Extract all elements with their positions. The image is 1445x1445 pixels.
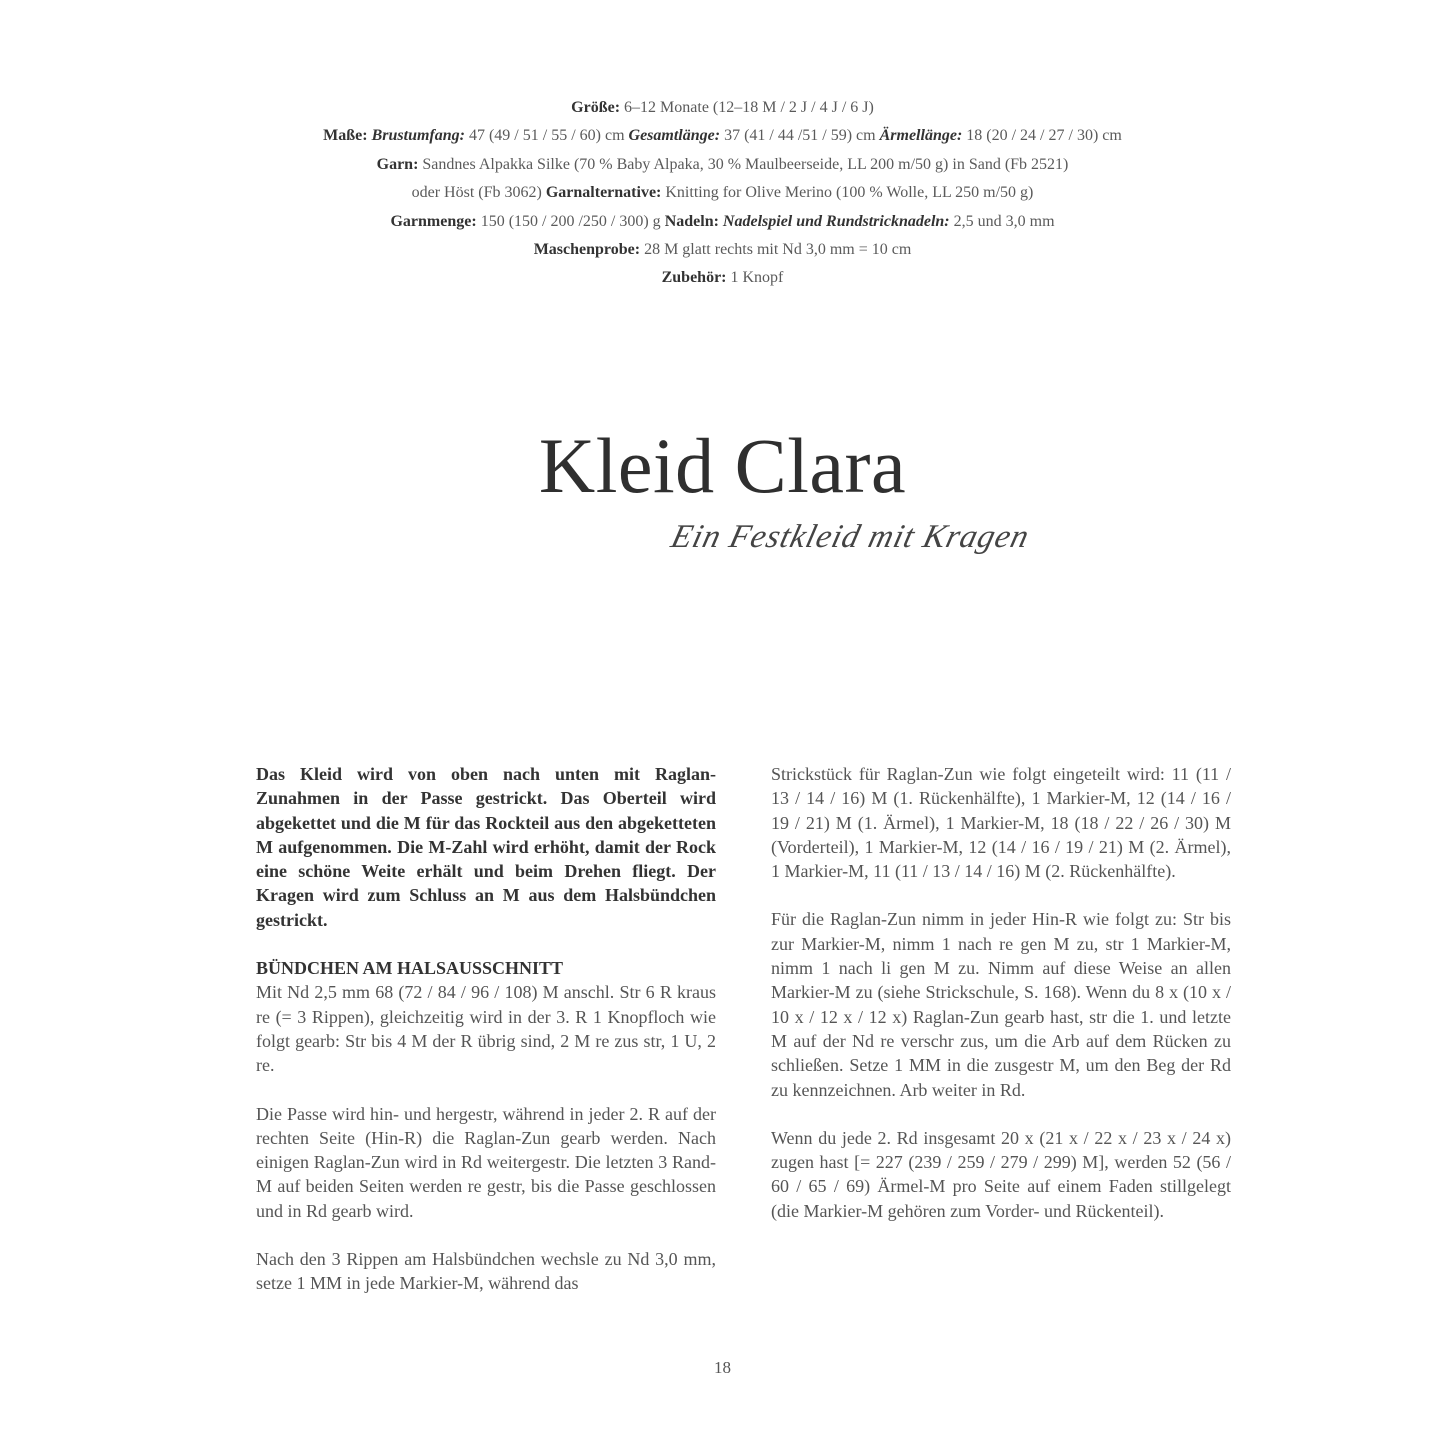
spec-length-label: Gesamtlänge: bbox=[628, 127, 721, 145]
spec-yarn-label: Garn: bbox=[376, 155, 419, 173]
spec-gauge-label: Maschenprobe: bbox=[533, 241, 641, 259]
paragraph: Strickstück für Raglan-Zun wie folgt eingeteilt wird: 11 (11 / 13 / 14 / 16) M (1. Rückenhälfte), 1 Markier-M, 12 (14 / 16 / 19 / 21) M (1. Ärmel), 1 Markier-M, 18 (18 / 22 / 26 / 30) M (Vorderteil), 1 Markier-M, 12 (14 / 16 / 19 / 21) M (2. Ärmel), 1 Markier-M, 11 (11 / 13 / 14 / 16) M (2. Rückenhälfte). bbox=[771, 764, 1231, 882]
paragraph: Wenn du jede 2. Rd insgesamt 20 x (21 x / 22 x / 23 x / 24 x) zugen hast [= 227 (239 / 259 / 279 / 299) M], werden 52 (56 / 60 / 65 / 69) Ärmel-M pro Seite auf einem Faden stillgelegt (die Markier-M gehören zum Vorder- und Rückenteil). bbox=[771, 1127, 1231, 1221]
pattern-specs bbox=[0, 94, 1445, 293]
spec-accessories bbox=[0, 264, 1445, 292]
spec-size-label: Größe: bbox=[571, 99, 621, 116]
spec-needles-type: Nadelspiel und Rundstricknadeln: bbox=[718, 212, 950, 230]
spec-yarn-value: Sandnes Alpakka Silke (70 % Baby Alpaka, 30 % Maulbeerseide, LL 200 m/50 g) in Sand (Fb 2521) bbox=[418, 155, 1069, 173]
spec-yarn-amount-label: Garnmenge: bbox=[390, 212, 477, 230]
paragraph: Mit Nd 2,5 mm 68 (72 / 84 / 96 / 108) M anschl. Str 6 R kraus re (= 3 Rippen), gleichzeitig wird in der 3. R 1 Knopfloch wie folgt gearb: Str bis 4 M der R übrig sind, 2 M re zus str, 1 U, 2 re. bbox=[256, 982, 716, 1076]
intro-paragraph: Das Kleid wird von oben nach unten mit Raglan-Zunahmen in der Passe gestrickt. Das Oberteil wird abgekettet und die M für das Rockteil aus den abgeketteten M aufgenommen. Die M-Zahl wird erhöht, damit der Rock eine schöne Weite erhält und beim Drehen fliegt. Der Kragen wird zum Schluss an M aus dem Halsbündchen gestrickt. bbox=[256, 764, 716, 930]
spec-size-value: 6–12 Monate (12–18 M / 2 J / 4 J / 6 J) bbox=[620, 99, 874, 116]
spec-sleeve-value: 18 (20 / 24 / 27 / 30) cm bbox=[962, 127, 1122, 145]
spec-gauge bbox=[0, 236, 1445, 264]
spec-accessories-value: 1 Knopf bbox=[726, 269, 784, 287]
paragraph: Nach den 3 Rippen am Halsbündchen wechsle zu Nd 3,0 mm, setze 1 MM in jede Markier-M, während das bbox=[256, 1249, 716, 1294]
spec-yarn-alt-prefix: oder Höst (Fb 3062) bbox=[411, 184, 546, 202]
spec-sleeve-label: Ärmellänge: bbox=[879, 127, 963, 145]
page-title: Kleid Clara bbox=[538, 422, 907, 509]
spec-yarn-amount bbox=[0, 208, 1445, 236]
spec-yarn-amount-value: 150 (150 / 200 /250 / 300) g bbox=[476, 212, 665, 230]
spec-size bbox=[0, 94, 1445, 122]
page-number: 18 bbox=[714, 1358, 731, 1377]
left-column bbox=[256, 762, 716, 1320]
spec-length-value: 37 (41 / 44 /51 / 59) cm bbox=[720, 127, 880, 145]
spec-yarn bbox=[0, 151, 1445, 179]
spec-measurements bbox=[0, 122, 1445, 150]
paragraph: Die Passe wird hin- und hergestr, während in jeder 2. R auf der rechten Seite (Hin-R) die Raglan-Zun gearb werden. Nach einigen Raglan-Zun wird in Rd weitergestr. Die letzten 3 Rand-M auf beiden Seiten werden re gestr, bis die Passe geschlossen und in Rd gearb wird. bbox=[256, 1103, 716, 1221]
spec-chest-value: 47 (49 / 51 / 55 / 60) cm bbox=[464, 127, 629, 145]
page-subtitle: Ein Festkleid mit Kragen bbox=[667, 519, 1034, 555]
spec-yarn-alt-value: Knitting for Olive Merino (100 % Wolle, LL 250 m/50 g) bbox=[661, 184, 1034, 202]
spec-accessories-label: Zubehör: bbox=[661, 269, 727, 287]
spec-needles-label: Nadeln: bbox=[664, 212, 719, 230]
spec-measurements-label: Maße: bbox=[323, 127, 368, 145]
spec-yarn-alternative bbox=[0, 179, 1445, 207]
right-column bbox=[771, 762, 1231, 1247]
spec-needles-value: 2,5 und 3,0 mm bbox=[949, 212, 1055, 230]
spec-gauge-value: 28 M glatt rechts mit Nd 3,0 mm = 10 cm bbox=[640, 241, 912, 259]
spec-chest-label: Brustumfang: bbox=[371, 127, 465, 145]
spec-yarn-alt-label: Garnalternative: bbox=[545, 184, 662, 202]
paragraph: Für die Raglan-Zun nimm in jeder Hin-R wie folgt zu: Str bis zur Markier-M, nimm 1 nach re gen M zu, str 1 Markier-M, nimm 1 nach li gen M zu. Nimm auf diese Weise an allen Markier-M zu (siehe Strickschule, S. 168). Wenn du 8 x (10 x / 10 x / 12 x / 12 x) Raglan-Zun gearb hast, str die 1. und letzte M auf der Nd re verschr zus, um die Arb auf dem Rücken zu schließen. Setze 1 MM in die zusgestr M, um den Beg der Rd zu kennzeichnen. Arb weiter in Rd. bbox=[771, 909, 1231, 1100]
section-heading: BÜNDCHEN AM HALSAUSSCHNITT bbox=[256, 958, 564, 979]
